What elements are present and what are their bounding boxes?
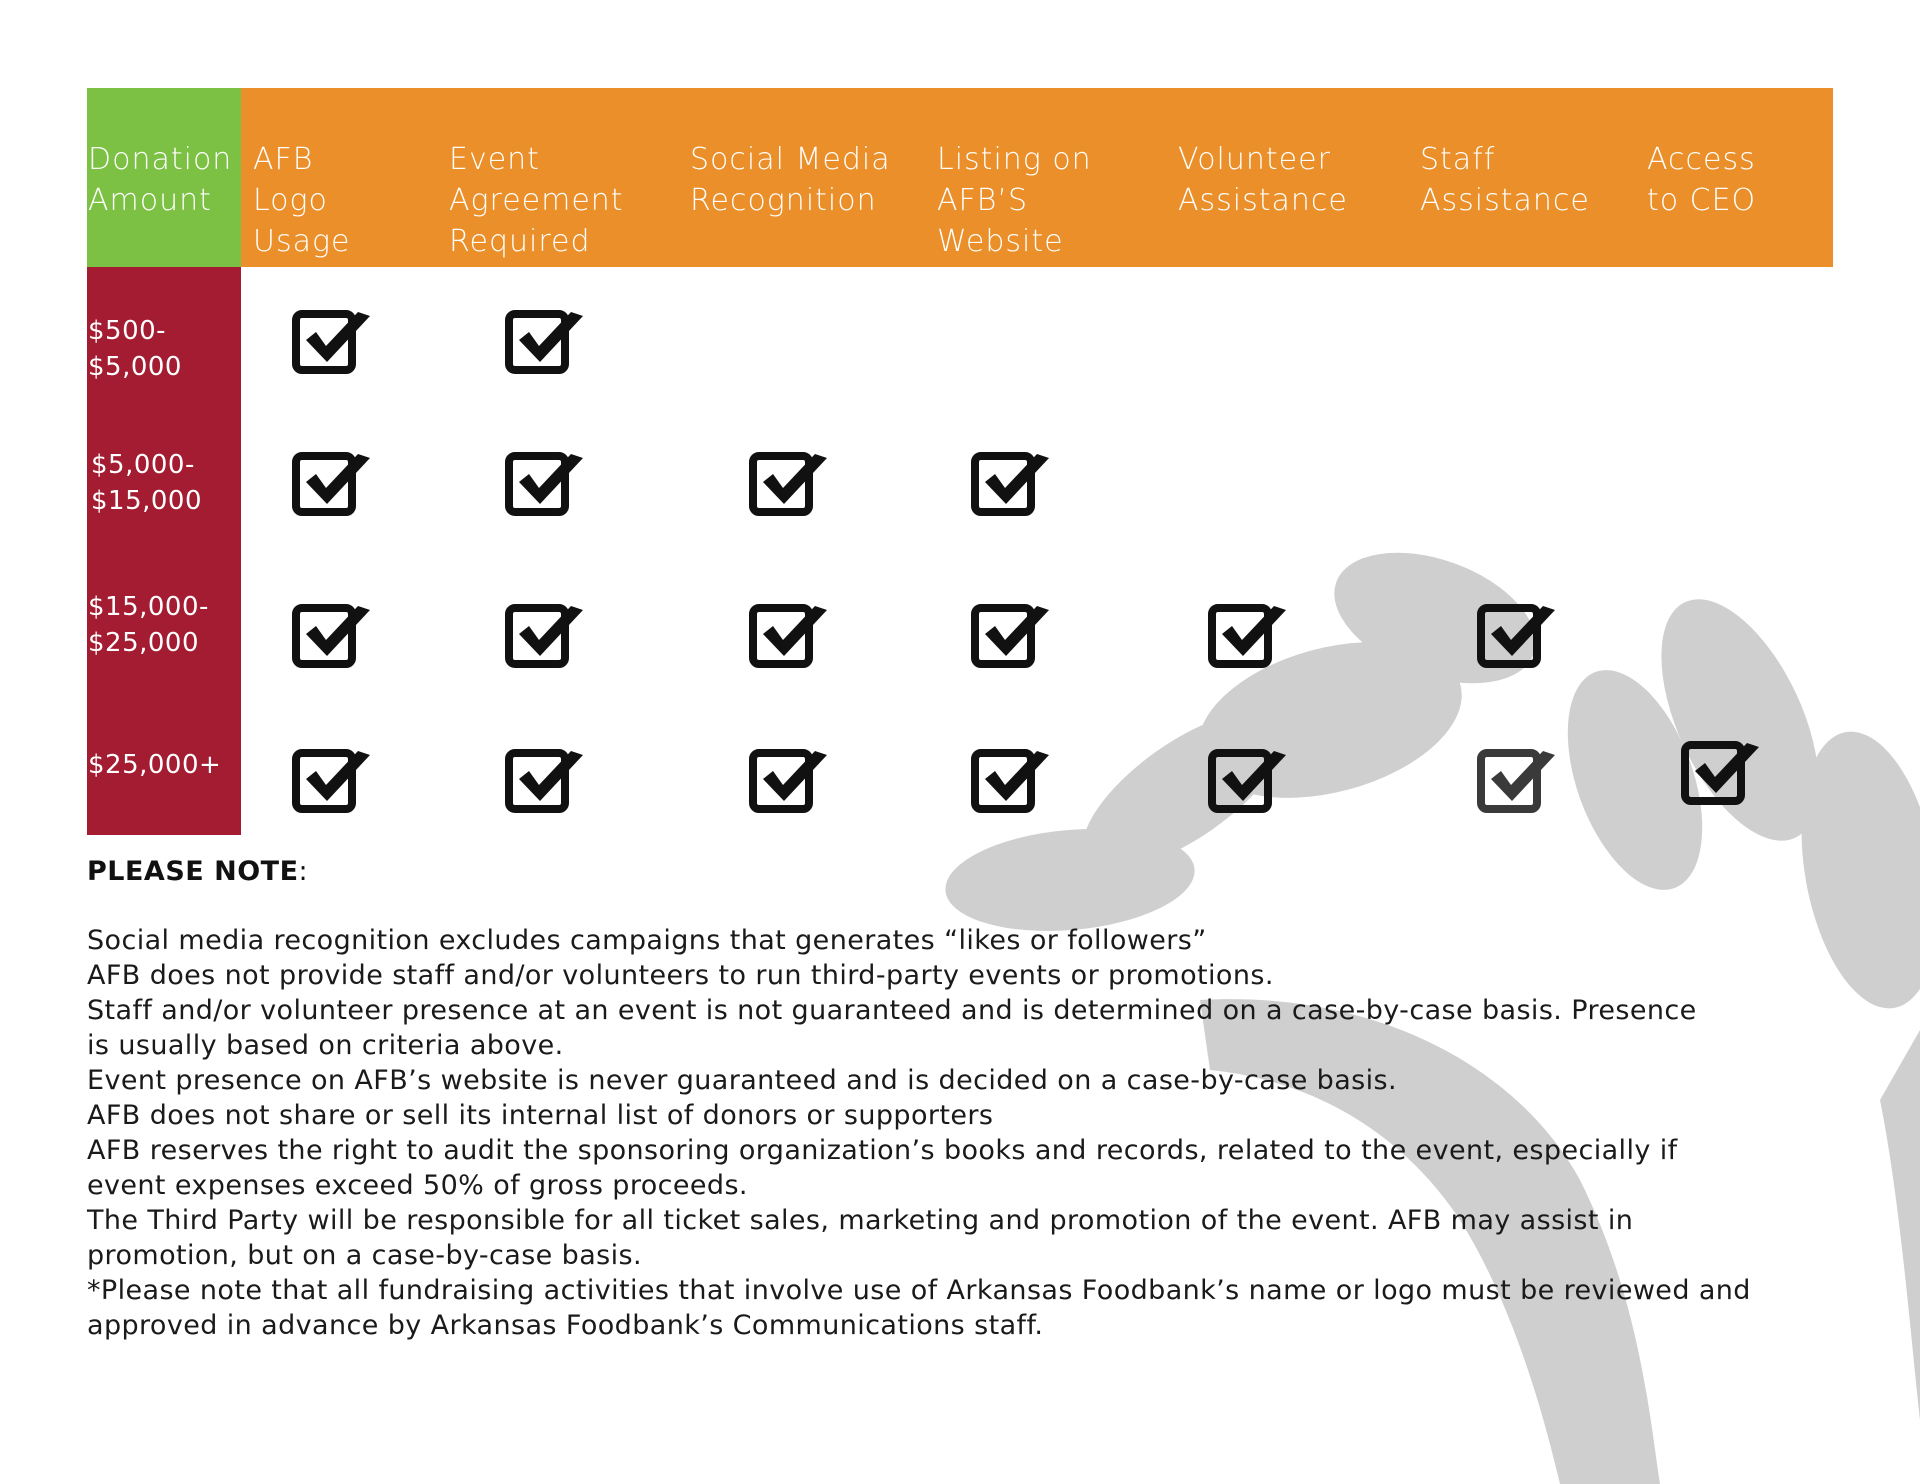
checkbox-checked-icon xyxy=(292,448,372,516)
checkbox-checked-icon xyxy=(505,745,585,813)
note-line: Staff and/or volunteer presence at an event is not guaranteed and is determined on a case-by-case basis. Presence xyxy=(87,995,1697,1026)
note-line: Event presence on AFB’s website is never guaranteed and is decided on a case-by-case basis. xyxy=(87,1065,1397,1096)
header-staff-assistance: Staff Assistance xyxy=(1420,142,1590,218)
row-label-tier-1: $500- $5,000 xyxy=(88,316,182,382)
header-afb-logo-usage: AFB Logo Usage xyxy=(253,142,351,259)
checkbox-checked-icon xyxy=(1681,737,1761,805)
checkbox-checked-icon xyxy=(1208,600,1288,668)
checkbox-checked-icon xyxy=(505,448,585,516)
header-event-agreement: Event Agreement Required xyxy=(449,142,624,259)
checkbox-checked-icon xyxy=(1477,600,1557,668)
checkbox-checked-icon xyxy=(292,306,372,374)
checkbox-checked-icon xyxy=(971,448,1051,516)
checkbox-checked-icon xyxy=(971,600,1051,668)
checkbox-checked-icon xyxy=(505,306,585,374)
note-line: The Third Party will be responsible for all ticket sales, marketing and promotion of the event. AFB may assist in xyxy=(87,1205,1634,1236)
note-line: *Please note that all fundraising activities that involve use of Arkansas Foodbank’s name or logo must be reviewed and xyxy=(87,1275,1751,1306)
note-line: approved in advance by Arkansas Foodbank’s Communications staff. xyxy=(87,1310,1044,1341)
note-line: promotion, but on a case-by-case basis. xyxy=(87,1240,642,1271)
notes-title: PLEASE NOTE: xyxy=(87,856,309,887)
header-volunteer-assistance: Volunteer Assistance xyxy=(1178,142,1348,218)
header-listing-website: Listing on AFB’S Website xyxy=(937,142,1092,259)
checkbox-checked-icon xyxy=(292,600,372,668)
note-line: AFB does not provide staff and/or volunteers to run third-party events or promotions. xyxy=(87,960,1274,991)
checkbox-checked-icon xyxy=(971,745,1051,813)
note-line: event expenses exceed 50% of gross proceeds. xyxy=(87,1170,748,1201)
note-line: is usually based on criteria above. xyxy=(87,1030,564,1061)
header-access-ceo: Access to CEO xyxy=(1647,142,1757,218)
checkbox-checked-icon xyxy=(292,745,372,813)
checkbox-checked-icon xyxy=(1477,745,1557,813)
row-label-tier-3: $15,000- $25,000 xyxy=(88,592,209,658)
row-label-tier-4: $25,000+ xyxy=(88,750,222,780)
note-line: AFB does not share or sell its internal list of donors or supporters xyxy=(87,1100,994,1131)
checkbox-checked-icon xyxy=(1208,745,1288,813)
header-social-media: Social Media Recognition xyxy=(690,142,891,218)
checkbox-checked-icon xyxy=(749,448,829,516)
header-donation-amount: Donation Amount xyxy=(88,142,233,218)
note-line: Social media recognition excludes campaigns that generates “likes or followers” xyxy=(87,925,1207,956)
row-label-tier-2: $5,000- $15,000 xyxy=(91,450,203,516)
checkbox-checked-icon xyxy=(749,745,829,813)
note-line: AFB reserves the right to audit the sponsoring organization’s books and records, related to the event, especially if xyxy=(87,1135,1678,1166)
notes-list xyxy=(87,923,1837,1343)
checkbox-checked-icon xyxy=(505,600,585,668)
checkbox-checked-icon xyxy=(749,600,829,668)
